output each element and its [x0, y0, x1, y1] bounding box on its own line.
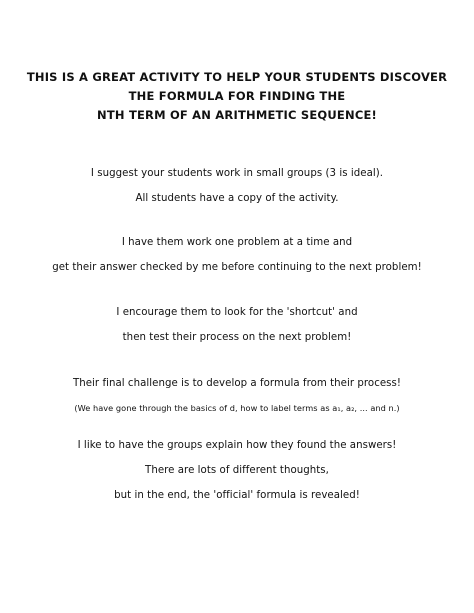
paragraph-4-line-1: Their final challenge is to develop a formula from their process!	[72, 378, 402, 389]
title-line-1: THIS IS A GREAT ACTIVITY TO HELP YOUR STUDENTS DISCOVER	[26, 70, 448, 84]
paragraph-2-line-2: get their answer checked by me before continuing to the next problem!	[52, 262, 422, 273]
paragraph-1-line-1: I suggest your students work in small groups (3 is ideal).	[90, 168, 384, 179]
paragraph-5-line-3: but in the end, the 'official' formula is revealed!	[114, 490, 360, 501]
paragraph-3-line-2: then test their process on the next problem!	[122, 332, 352, 343]
paragraph-2-line-1: I have them work one problem at a time and	[121, 237, 353, 248]
title-line-3: NTH TERM OF AN ARITHMETIC SEQUENCE!	[97, 108, 377, 122]
title-line-2: THE FORMULA FOR FINDING THE	[128, 89, 346, 103]
paragraph-5-line-2: There are lots of different thoughts,	[145, 465, 329, 476]
paragraph-5-line-1: I like to have the groups explain how they found the answers!	[77, 440, 397, 451]
paragraph-1-line-2: All students have a copy of the activity.	[135, 193, 339, 204]
paragraph-3-line-1: I encourage them to look for the 'shortcut' and	[116, 307, 358, 318]
paragraph-4-line-2: (We have gone through the basics of d, how to label terms as a₁, a₂, ... and n.)	[74, 403, 400, 413]
